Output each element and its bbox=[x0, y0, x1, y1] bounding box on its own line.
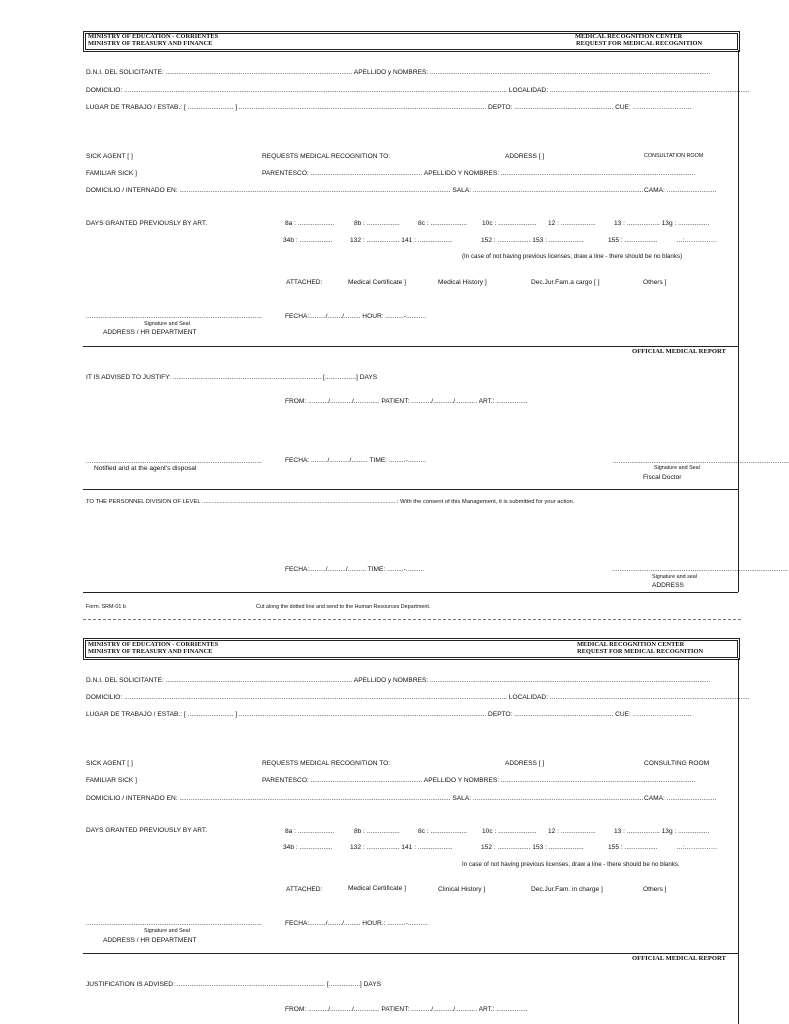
form1-header-left-1: MINISTRY OF EDUCATION - CORRIENTES bbox=[88, 33, 219, 40]
form1-art-12[interactable]: 12 : ................... bbox=[548, 220, 596, 227]
form1-attached-label: ATTACHED: bbox=[286, 279, 323, 286]
form2-art-8c[interactable]: 8c : .................... bbox=[418, 828, 468, 835]
form1-art-8c[interactable]: 8c : .................... bbox=[418, 220, 468, 227]
form2-signature-seal-label: Signature and Seal bbox=[144, 928, 190, 934]
cut-instruction: Cut along the dotted line and send to the Human Resources Department. bbox=[256, 604, 431, 610]
form2-parentesco-row[interactable]: PARENTESCO: ............................................................. APELLIDO Y NOMBRES: .......................................................................................................... bbox=[262, 777, 696, 784]
form1-art-152[interactable]: 152 : .................. 153 : ................... bbox=[481, 237, 584, 244]
form1-fecha-hour[interactable]: FECHA:........./......../......... HOUR: ..........-........... bbox=[285, 313, 427, 320]
form2-art-8a[interactable]: 8a : .................... bbox=[285, 828, 335, 835]
form1-address-option[interactable]: ADDRESS [ ] bbox=[505, 153, 545, 160]
form2-from-patient-row[interactable]: FROM: .........../............/.............. PATIENT: .........../.........../............ ART.: ................. bbox=[285, 1006, 528, 1013]
form-code: Form. SRM-01 b bbox=[86, 604, 126, 610]
form1-art-8a[interactable]: 8a : .................... bbox=[285, 220, 335, 227]
form1-licenses-note: (In case of not having previous licenses, draw a line - there should be no blanks) bbox=[462, 253, 683, 260]
form2-consulting-option[interactable]: CONSULTING ROOM bbox=[644, 760, 710, 767]
form2-cama[interactable]: CAMA: ........................... bbox=[644, 795, 717, 802]
form1-fiscal-doctor: Fiscal Doctor bbox=[643, 474, 682, 481]
form2-days-granted-label: DAYS GRANTED PREVIOUSLY BY ART. bbox=[86, 827, 208, 834]
form2-domicilio-row[interactable]: DOMICILIO: ................................................................................................................................................................................................................. LOCALIDAD: ............................................................................................................. bbox=[86, 694, 750, 701]
form2-art-12[interactable]: 12 : ................... bbox=[548, 828, 596, 835]
form2-licenses-note: In case of not having previous licenses, draw a line - there should be no blanks. bbox=[462, 861, 680, 868]
form1-art-13[interactable]: 13 : .................. 13g : ................. bbox=[614, 220, 710, 227]
form1-header-right-2: REQUEST FOR MEDICAL RECOGNITION bbox=[576, 40, 703, 47]
form1-right-border bbox=[738, 50, 739, 592]
form1-parentesco-row[interactable]: PARENTESCO: ............................................................. APELLIDO Y NOMBRES: .......................................................................................................... bbox=[262, 170, 696, 177]
form2-address-option[interactable]: ADDRESS [ ] bbox=[505, 760, 545, 767]
form1-others[interactable]: Others ] bbox=[643, 279, 667, 286]
form1-familiar-sick[interactable]: FAMILIAR SICK ] bbox=[86, 170, 137, 177]
cut-line bbox=[83, 619, 741, 620]
form1-dni-row[interactable]: D.N.I. DEL SOLICITANTE: ...................................................................................................... APELLIDO y NOMBRES: ......................................................................................................................................................... bbox=[86, 69, 711, 76]
form1-signature-seal-label: Signature and Seal bbox=[144, 321, 190, 327]
form2-header-left-1: MINISTRY OF EDUCATION - CORRIENTES bbox=[88, 641, 219, 648]
form2-signature-line[interactable]: ................................................................................................ bbox=[86, 920, 262, 927]
form1-cama[interactable]: CAMA: ........................... bbox=[644, 187, 717, 194]
form1-medical-certificate[interactable]: Medical Certificate ] bbox=[348, 279, 406, 286]
form1-sick-agent[interactable]: SICK AGENT [ ] bbox=[86, 153, 133, 160]
form1-personnel-divider bbox=[83, 489, 738, 490]
form2-report-divider bbox=[83, 953, 738, 954]
form1-notified-line[interactable]: ................................................................................................ bbox=[86, 458, 262, 465]
form2-sick-agent[interactable]: SICK AGENT [ ] bbox=[86, 760, 133, 767]
form1-lugar-row[interactable]: LUGAR DE TRABAJO / ESTAB.: [ ......................... ] ....................................................................................................................................... DEPTO: ...................................................... CUE: ……………………… bbox=[86, 104, 693, 111]
form1-advised-row[interactable]: IT IS ADVISED TO JUSTIFY: ................................................................................. [.................] DAYS bbox=[86, 374, 378, 381]
form2-header-left-2: MINISTRY OF TREASURY AND FINANCE bbox=[88, 648, 213, 655]
form2-justification-row[interactable]: JUSTIFICATION IS ADVISED: ................................................................................. [.................] DAYS bbox=[86, 981, 382, 988]
form1-bottom-border bbox=[83, 592, 738, 593]
form1-requests-label: REQUESTS MEDICAL RECOGNITION TO: bbox=[262, 153, 391, 160]
form1-doctor-seal-label: Signature and Seal bbox=[654, 465, 700, 471]
form1-signature-line[interactable]: ................................................................................................ bbox=[86, 313, 262, 320]
form2-lugar-row[interactable]: LUGAR DE TRABAJO / ESTAB.: [ ......................... ] ....................................................................................................................................... DEPTO: ...................................................... CUE: ……………………… bbox=[86, 711, 693, 718]
form1-fecha-time[interactable]: FECHA: ........./.........../......... TIME: .........-.......... bbox=[285, 457, 426, 464]
form2-domicilio-internado[interactable]: DOMICILIO / INTERNADO EN: .................................................................................................................................................... SALA: ............................................................................................. bbox=[86, 795, 644, 802]
form1-medical-history[interactable]: Medical History ] bbox=[438, 279, 487, 286]
form1-final-address: ADDRESS bbox=[652, 582, 684, 589]
form2-header-right-2: REQUEST FOR MEDICAL RECOGNITION bbox=[577, 648, 704, 655]
form1-dec-jur[interactable]: Dec.Jur.Fam.a cargo [ ] bbox=[531, 279, 600, 286]
form2-art-132[interactable]: 132 : .................. 141 : ................... bbox=[350, 844, 453, 851]
form2-art-152[interactable]: 152 : .................. 153 : ................... bbox=[481, 844, 584, 851]
form2-header-right-1: MEDICAL RECOGNITION CENTER bbox=[577, 641, 685, 648]
form2-fecha-hour[interactable]: FECHA:........./......../......... HOUR.: ..........-........... bbox=[285, 920, 428, 927]
form1-art-10c[interactable]: 10c : ..................... bbox=[482, 220, 537, 227]
form1-consultation-option[interactable]: CONSULTATION ROOM bbox=[644, 153, 704, 159]
form1-notified-label: Notified and at the agent's disposal bbox=[94, 465, 197, 472]
form1-art-extra[interactable]: …:…………… bbox=[676, 237, 718, 244]
form2-art-8b[interactable]: 8b : .................. bbox=[354, 828, 400, 835]
form1-official-report-title: OFFICIAL MEDICAL REPORT bbox=[632, 348, 726, 355]
form1-days-granted-label: DAYS GRANTED PREVIOUSLY BY ART. bbox=[86, 220, 208, 227]
form2-medical-certificate[interactable]: Medical Certificate ] bbox=[348, 885, 406, 892]
form1-art-155[interactable]: 155 : .................. bbox=[608, 237, 658, 244]
form2-art-155[interactable]: 155 : .................. bbox=[608, 844, 658, 851]
form2-others[interactable]: Others ] bbox=[643, 886, 667, 893]
form2-clinical-history[interactable]: Clinical History ] bbox=[438, 886, 486, 893]
form2-art-extra[interactable]: …:…………… bbox=[676, 844, 718, 851]
form2-art-10c[interactable]: 10c : ..................... bbox=[482, 828, 537, 835]
form1-report-divider bbox=[83, 346, 738, 347]
form1-domicilio-internado[interactable]: DOMICILIO / INTERNADO EN: .................................................................................................................................................... SALA: ............................................................................................. bbox=[86, 187, 644, 194]
form2-familiar-sick[interactable]: FAMILIAR SICK ] bbox=[86, 777, 137, 784]
form2-attached-label: ATTACHED: bbox=[286, 886, 323, 893]
form1-header-left-2: MINISTRY OF TREASURY AND FINANCE bbox=[88, 40, 213, 47]
form1-from-patient-row[interactable]: FROM: .........../............/.............. PATIENT: .........../.........../............ ART.: ................. bbox=[285, 398, 528, 405]
form1-art-8b[interactable]: 8b : .................. bbox=[354, 220, 400, 227]
form2-dec-jur[interactable]: Dec.Jur.Fam. in charge ] bbox=[531, 886, 603, 893]
form1-fecha-time-2[interactable]: FECHA:........./........../.......... TIME: .........-.......... bbox=[285, 566, 425, 573]
form1-doctor-sig-line[interactable]: ................................................................................................ bbox=[613, 458, 789, 465]
form2-requests-label: REQUESTS MEDICAL RECOGNITION TO: bbox=[262, 760, 391, 767]
form1-art-132[interactable]: 132 : .................. 141 : ................... bbox=[350, 237, 453, 244]
form1-address-hr: ADDRESS / HR DEPARTMENT bbox=[103, 329, 197, 336]
form2-dni-row[interactable]: D.N.I. DEL SOLICITANTE: ...................................................................................................... APELLIDO y NOMBRES: ......................................................................................................................................................... bbox=[86, 677, 711, 684]
form1-personnel-row[interactable]: TO THE PERSONNEL DIVISION OF LEVEL .........................................................................................................................: With the consent of this Management, it is submitted for your action. bbox=[86, 499, 575, 505]
form2-official-report-title: OFFICIAL MEDICAL REPORT bbox=[632, 955, 726, 962]
form1-final-sig-line[interactable]: ................................................................................................ bbox=[612, 566, 788, 573]
form2-right-border bbox=[738, 658, 739, 1024]
form1-final-seal-label: Signature and seal bbox=[652, 574, 697, 580]
form1-header-right-1: MEDICAL RECOGNITION CENTER bbox=[575, 33, 683, 40]
form2-art-13[interactable]: 13 : .................. 13g : ................. bbox=[614, 828, 710, 835]
form1-domicilio-row[interactable]: DOMICILIO: ................................................................................................................................................................................................................. LOCALIDAD: ............................................................................................................. bbox=[86, 87, 750, 94]
form2-address-hr: ADDRESS / HR DEPARTMENT bbox=[103, 937, 197, 944]
form1-art-34b[interactable]: 34b : .................. bbox=[283, 237, 333, 244]
form2-art-34b[interactable]: 34b : .................. bbox=[283, 844, 333, 851]
